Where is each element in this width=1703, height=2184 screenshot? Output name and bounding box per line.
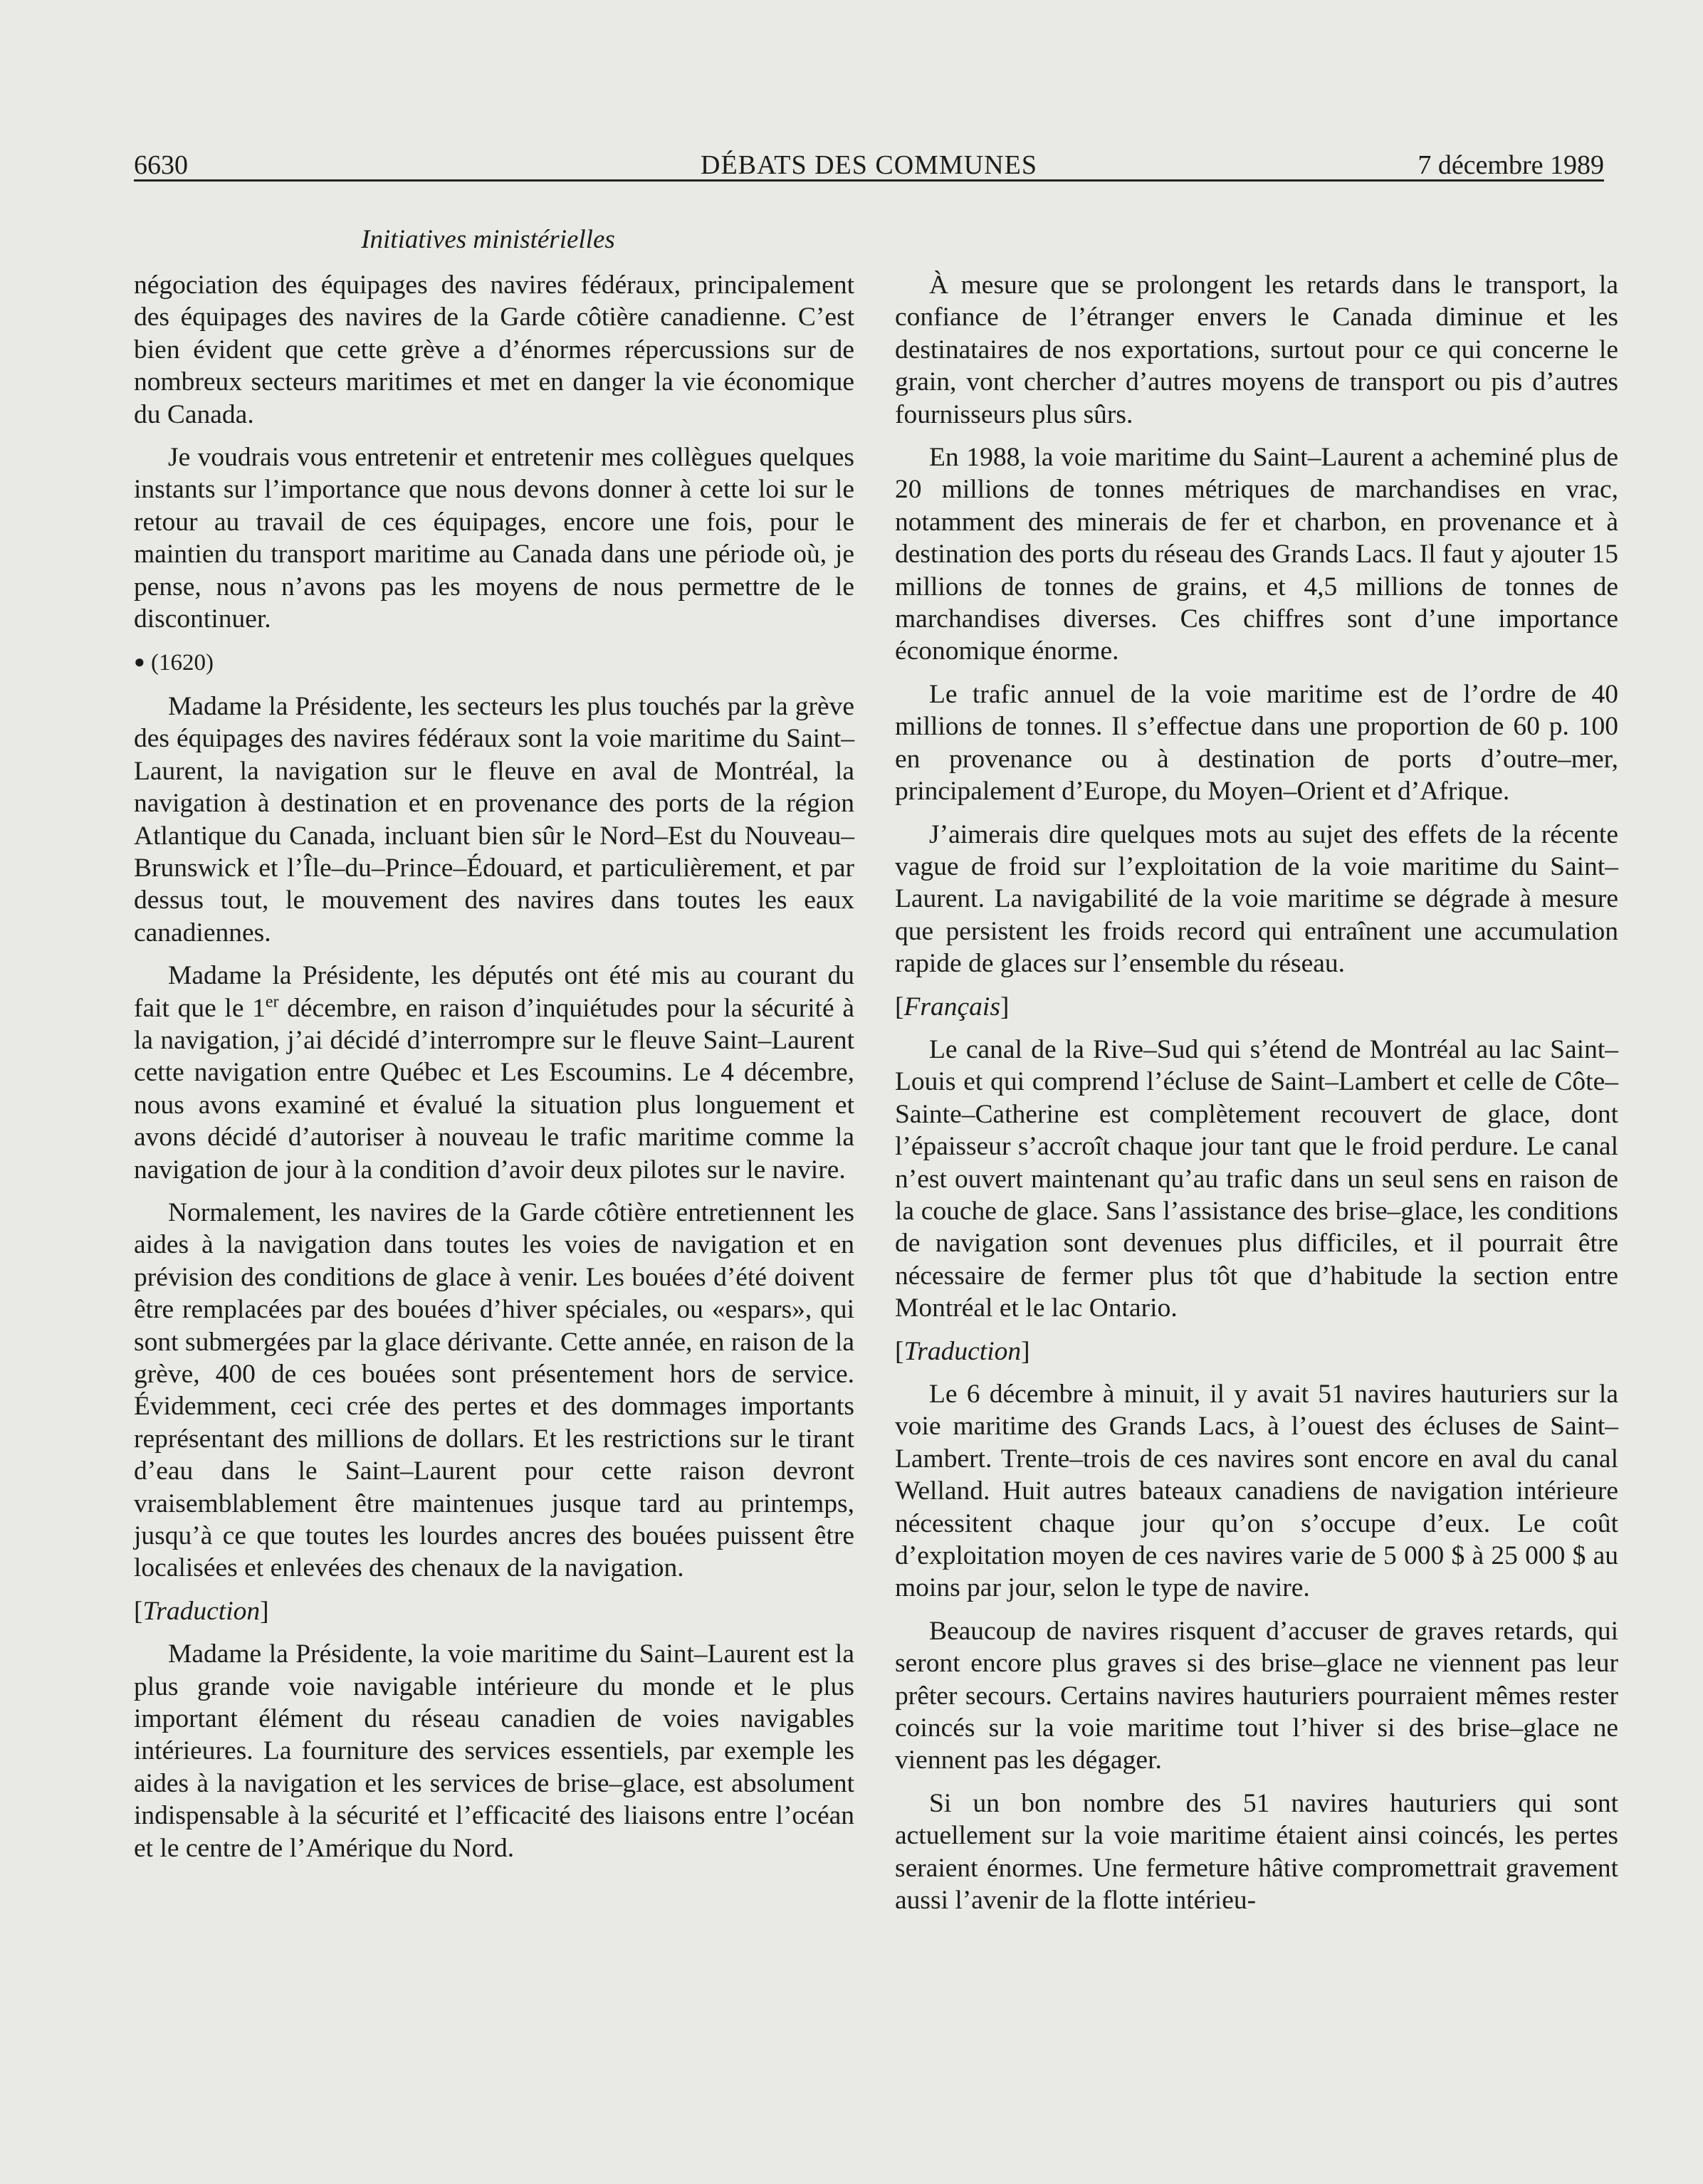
page-number: 6630 <box>134 150 188 180</box>
bullet-icon: ● <box>134 651 145 673</box>
publication-title: DÉBATS DES COMMUNES <box>701 150 1037 180</box>
paragraph: Le canal de la Rive–Sud qui s’étend de Montréal au lac Saint–Louis et qui comprend l’écluse de Saint–Lambert et celle de Côte–Sainte–Catherine est complètement recouvert de glace, dont l’épaisseur s’accroît chaque jour tant que le froid perdure. Le canal n’est ouvert maintenant qu’au trafic dans un seul sens en raison de la couche de glace. Sans l’assistance des brise–glace, les conditions de navigation sont devenues plus difficiles, et il pourrait être nécessaire de fermer plus tôt que d’habitude la section entre Montréal et le lac Ontario. <box>895 1034 1618 1323</box>
paragraph: négociation des équipages des navires fédéraux, principalement des équipages des navires de la Garde côtière canadienne. C’est bien évident que cette grève a d’énormes répercussions sur de nombreux secteurs maritimes et met en danger la vie économique du Canada. <box>134 271 854 429</box>
paragraph: Le trafic annuel de la voie maritime est de l’ordre de 40 millions de tonnes. Il s’effectue dans une proportion de 60 p. 100 en provenance ou à destination de ports d’outre–mer, principalement d’Europe, du Moyen–Orient et d’Afrique. <box>895 679 1618 807</box>
paragraph: Normalement, les navires de la Garde côtière entretiennent les aides à la navigation dans toutes les voies de navigation et en prévision des conditions de glace à venir. Les bouées d’été doivent être remplacées par des bouées d’hiver spéciales, ou «espars», qui sont submergées par la glace dérivante. Cette année, en raison de la grève, 400 de ces bouées sont présentement hors de service. Évidemment, ceci crée des pertes et des dommages importants représentant des millions de dollars. Et les restrictions sur le tirant d’eau dans le Saint–Laurent pour cette raison devront vraisemblablement être maintenues jusque tard au printemps, jusqu’à ce que toutes les lourdes ancres des bouées puissent être localisées et enlevées des chenaux de la navigation. <box>134 1197 854 1583</box>
language-tag: [Traduction] <box>134 1596 269 1626</box>
time-marker-text: (1620) <box>150 650 214 676</box>
section-title: Initiatives ministérielles <box>361 225 615 254</box>
paragraph: Madame la Présidente, la voie maritime du Saint–Laurent est la plus grande voie navigable intérieure du monde et le plus important élément du réseau canadien de voies navigables intérieures. La fourniture des services essentiels, par exemple les aides à la navigation et les services de brise–glace, est absolument indispensable à la sécurité et l’efficacité des liaisons entre l’océan et le centre de l’Amérique du Nord. <box>134 1639 854 1863</box>
time-marker <box>134 646 854 679</box>
language-tag: [Traduction] <box>895 1336 1030 1366</box>
paragraph: À mesure que se prolongent les retards dans le transport, la confiance de l’étranger envers le Canada diminue et les destinataires de nos exportations, surtout pour ce qui concerne le grain, vont chercher d’autres moyens de transport ou pis d’autres fournisseurs plus sûrs. <box>895 271 1618 429</box>
paragraph: Beaucoup de navires risquent d’accuser de graves retards, qui seront encore plus graves si des brise–glace ne viennent pas leur prêter secours. Certains navires hauturiers pourraient mêmes rester coincés sur la voie maritime tout l’hiver si des brise–glace ne viennent pas les dégager. <box>895 1616 1618 1775</box>
language-tag-text: Traduction <box>903 1336 1022 1366</box>
publication-date: 7 décembre 1989 <box>1418 150 1604 180</box>
superscript: er <box>265 992 279 1012</box>
paragraph: Madame la Présidente, les secteurs les plus touchés par la grève des équipages des navires fédéraux sont la voie maritime du Saint–Laurent, la navigation sur le fleuve en aval de Montréal, la navigation à destination et en provenance des ports de la région Atlantique du Canada, incluant bien sûr le Nord–Est du Nouveau–Brunswick et l’Île–du–Prince–Édouard, et particulièrement, et par dessus tout, le mouvement des navires dans toutes les eaux canadiennes. <box>134 691 854 947</box>
right-column <box>895 269 1618 1928</box>
paragraph <box>134 960 854 1186</box>
paragraph: J’aimerais dire quelques mots au sujet des effets de la récente vague de froid sur l’exploitation de la voie maritime du Saint–Laurent. La navigabilité de la voie maritime se dégrade à mesure que persistent les froids record qui entraînent une accumulation rapide de glaces sur l’ensemble du réseau. <box>895 819 1618 979</box>
paragraph-text: Madame la Présidente, les députés ont été mis au courant du fait que le 1 <box>134 961 854 1023</box>
paragraph: Si un bon nombre des 51 navires hauturiers qui sont actuellement sur la voie maritime étaient ainsi coincés, les pertes seraient énormes. Une fermeture hâtive compromettrait gravement aussi l’avenir de la flotte intérieu- <box>895 1788 1618 1916</box>
language-tag-text: Traduction <box>142 1596 261 1626</box>
paragraph: Le 6 décembre à minuit, il y avait 51 navires hauturiers sur la voie maritime des Grands Lacs, à l’ouest des écluses de Saint–Lambert. Trente–trois de ces navires sont encore en aval du canal Welland. Huit autres bateaux canadiens de navigation intérieure nécessitent chaque jour qu’on s’occupe d’eux. Le coût d’exploitation moyen de ces navires varie de 5 000 $ à 25 000 $ au moins par jour, selon le type de navire. <box>895 1380 1618 1603</box>
language-tag: [Français] <box>895 992 1010 1022</box>
header-rule <box>134 179 1604 182</box>
paragraph: Je voudrais vous entretenir et entretenir mes collègues quelques instants sur l’importance que nous devons donner à cette loi sur le retour au travail de ces équipages, encore une fois, pour le maintien du transport maritime au Canada dans une période où, je pense, nous n’avons pas les moyens de nous permettre de le discontinuer. <box>134 443 854 634</box>
paragraph-text: décembre, en raison d’inquiétudes pour la sécurité à la navigation, j’ai décidé d’interrompre sur le fleuve Saint–Laurent cette navigation entre Québec et Les Escoumins. Le 4 décembre, nous avons examiné et évalué la situation plus longuement et avons décidé d’autoriser à nouveau le trafic maritime comme la navigation de jour à la condition d’avoir deux pilotes sur le navire. <box>134 993 854 1185</box>
language-tag-text: Français <box>903 992 1000 1022</box>
paragraph: En 1988, la voie maritime du Saint–Laurent a acheminé plus de 20 millions de tonnes métriques de marchandises en vrac, notamment des minerais de fer et charbon, en provenance et à destination des ports du réseau des Grands Lacs. Il faut y ajouter 15 millions de tonnes de grains, et 4,5 millions de tonnes de marchandises diverses. Ces chiffres sont d’une importance économique énorme. <box>895 443 1618 666</box>
left-column <box>134 269 854 1875</box>
